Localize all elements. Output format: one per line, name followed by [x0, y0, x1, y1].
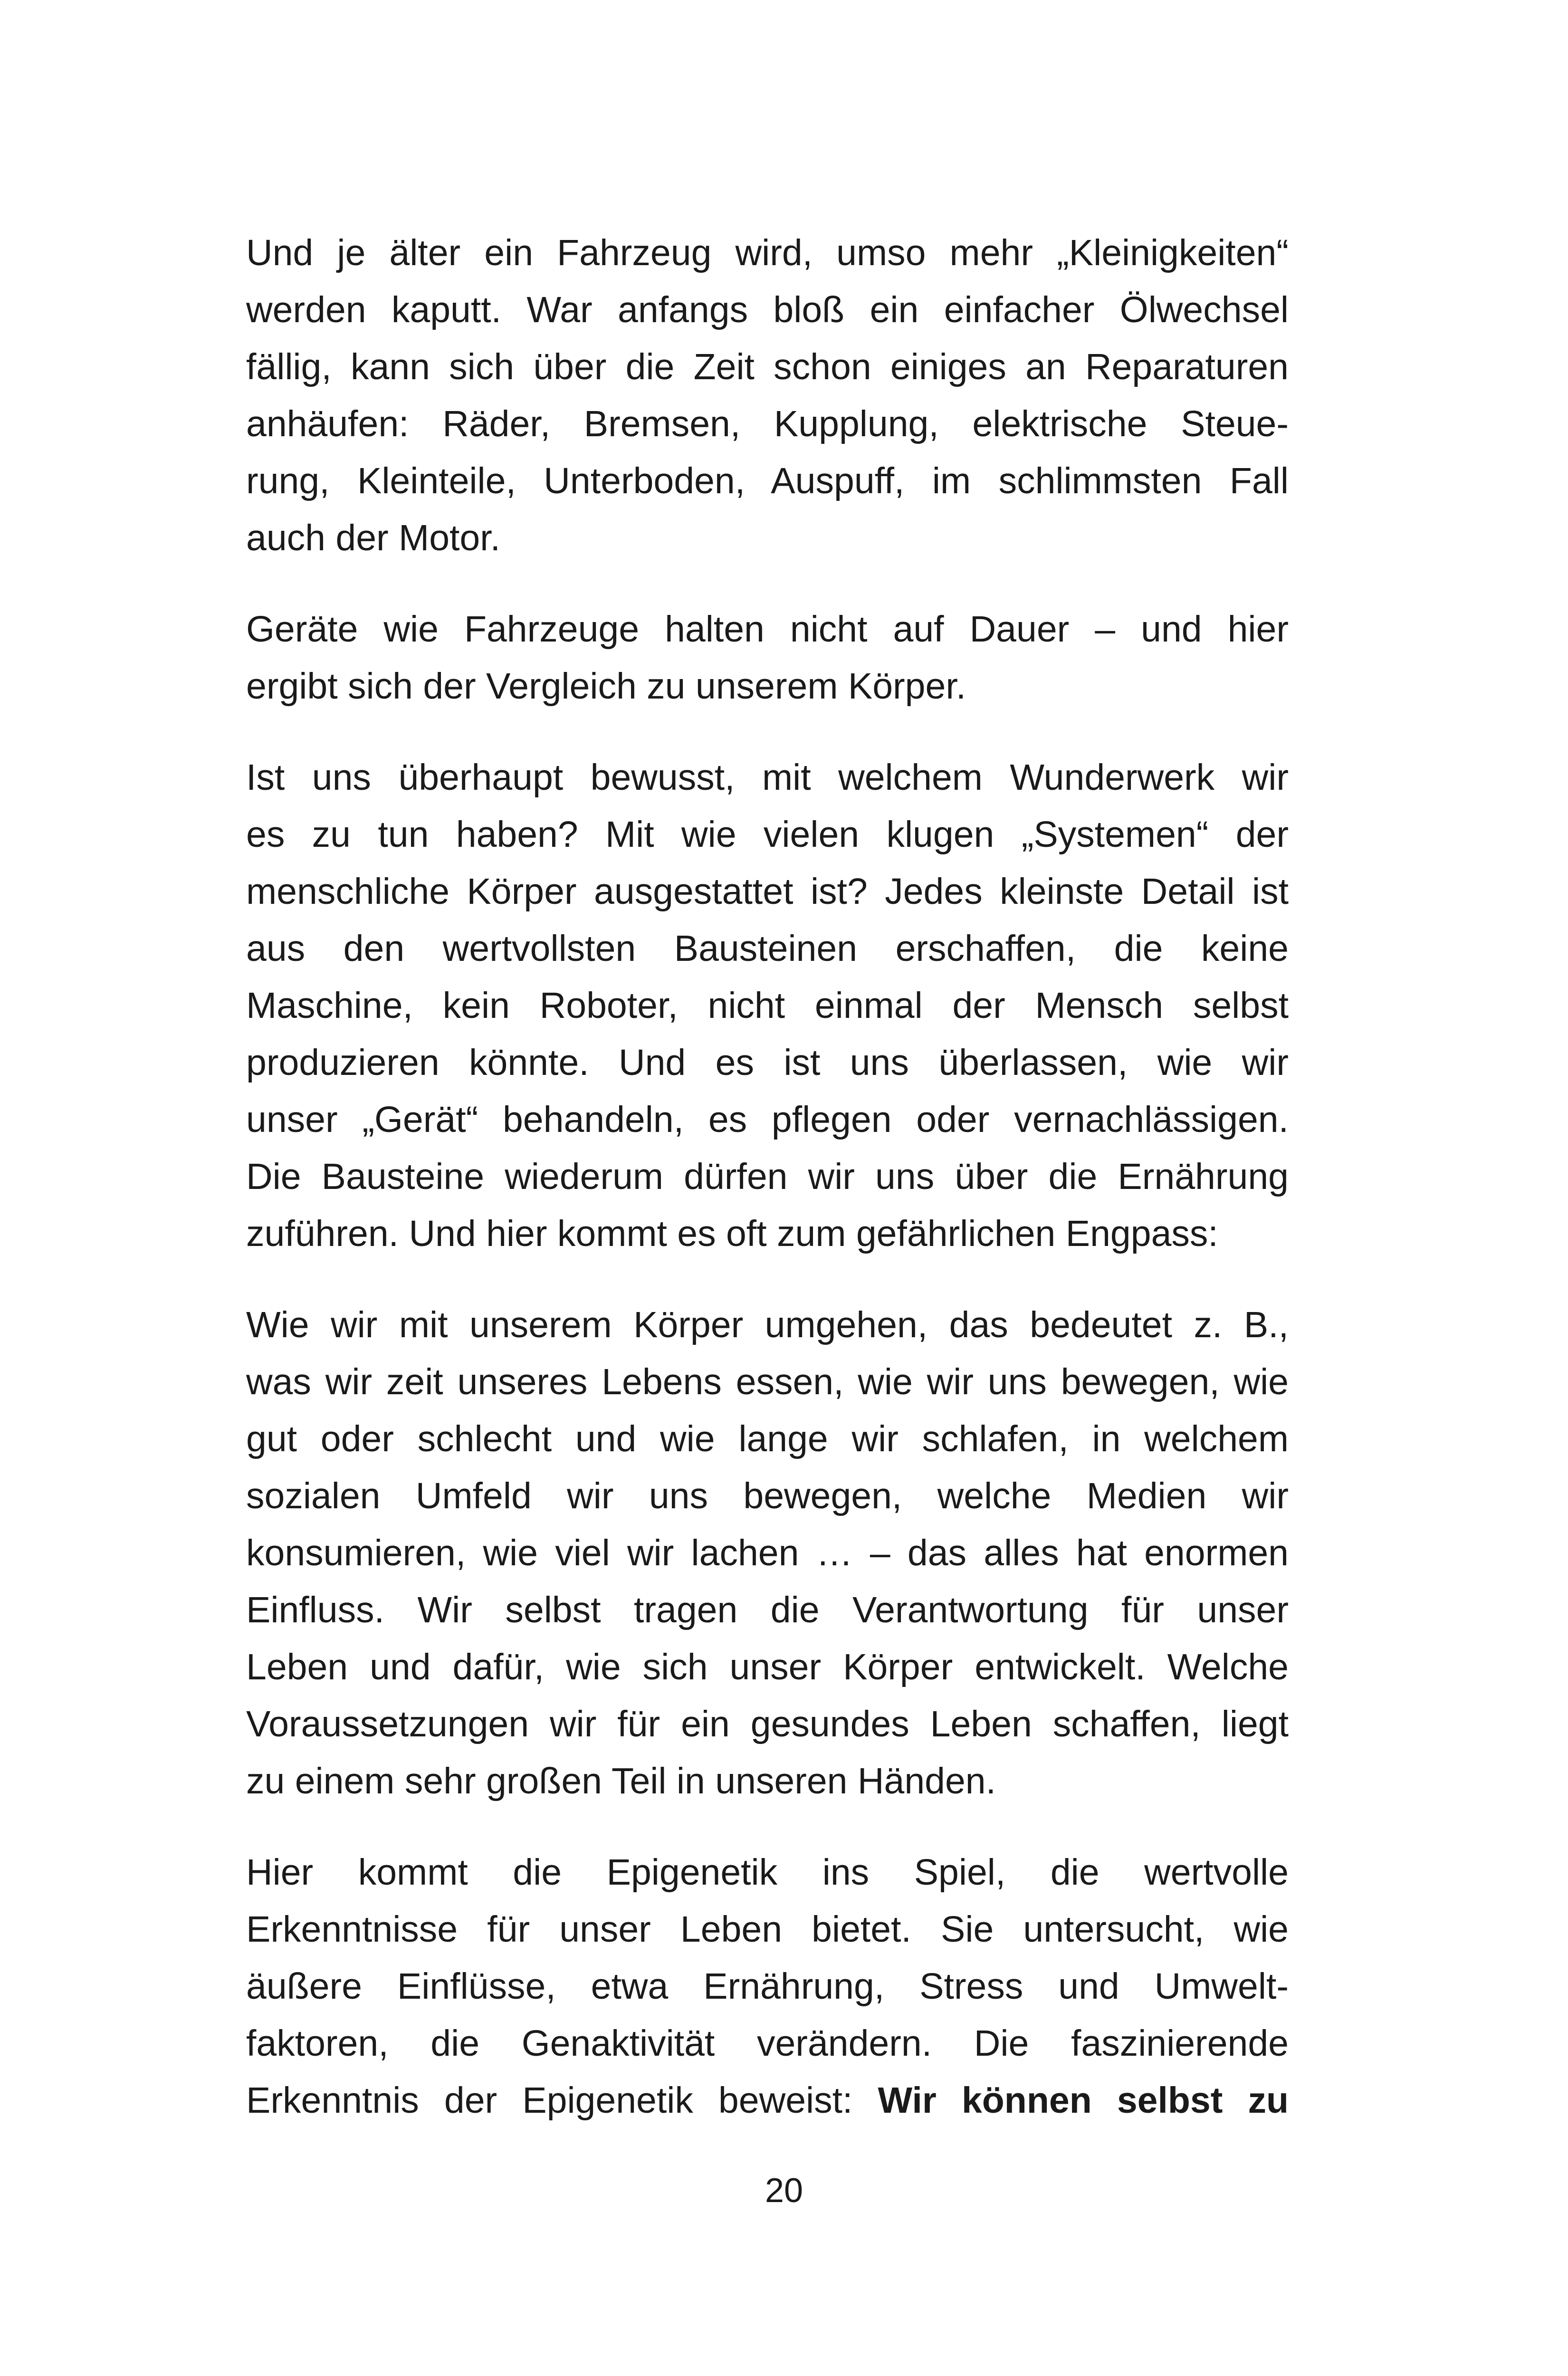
paragraph-2: [246, 601, 1289, 715]
text-line: Wie wir mit unserem Körper umgehen, das bedeutet z. B.,: [246, 1304, 1289, 1345]
paragraph-4: [246, 1296, 1289, 1810]
text-line: fällig, kann sich über die Zeit schon einiges an Reparaturen: [246, 346, 1289, 387]
text-line: Leben und dafür, wie sich unser Körper entwickelt. Welche: [246, 1647, 1289, 1687]
paragraph-5: [246, 1844, 1289, 2129]
text-line: produzieren könnte. Und es ist uns überlassen, wie wir: [246, 1042, 1289, 1083]
text-line: Die Bausteine wiederum dürfen wir uns über die Ernährung: [246, 1156, 1289, 1197]
text-line: zu einem sehr großen Teil in unseren Händen.: [246, 1761, 996, 1801]
text-line: unser „Gerät“ behandeln, es pflegen oder vernachlässigen.: [246, 1099, 1289, 1140]
text-line: Und je älter ein Fahrzeug wird, umso mehr „Kleinigkeiten“: [246, 232, 1289, 273]
text-line: Maschine, kein Roboter, nicht einmal der Mensch selbst: [246, 985, 1289, 1026]
text-line: anhäufen: Räder, Bremsen, Kupplung, elektrische Steue-: [246, 403, 1289, 444]
text-line: Ist uns überhaupt bewusst, mit welchem Wunderwerk wir: [246, 757, 1289, 798]
text-line: Geräte wie Fahrzeuge halten nicht auf Dauer – und hier: [246, 609, 1289, 650]
text-line: äußere Einflüsse, etwa Ernährung, Stress und Umwelt-: [246, 1966, 1289, 2007]
text-line: Erkenntnisse für unser Leben bietet. Sie untersucht, wie: [246, 1909, 1289, 1950]
text-line: aus den wertvollsten Bausteinen erschaffen, die keine: [246, 928, 1289, 969]
text-line: Hier kommt die Epigenetik ins Spiel, die wertvolle: [246, 1852, 1289, 1893]
text-line: werden kaputt. War anfangs bloß ein einfacher Ölwechsel: [246, 289, 1289, 330]
body-text: [246, 224, 1289, 2129]
text-run: Erkenntnis der Epigenetik beweist:: [246, 2080, 878, 2121]
paragraph-1: [246, 224, 1289, 566]
text-line: was wir zeit unseres Lebens essen, wie wir uns bewegen, wie: [246, 1361, 1289, 1402]
text-line: Voraussetzungen wir für ein gesundes Leben schaffen, liegt: [246, 1704, 1289, 1744]
page-number: 20: [765, 2172, 803, 2210]
text-line: sozialen Umfeld wir uns bewegen, welche Medien wir: [246, 1475, 1289, 1516]
text-line: menschliche Körper ausgestattet ist? Jedes kleinste Detail ist: [246, 871, 1289, 912]
text-line: faktoren, die Genaktivität verändern. Die faszinierende: [246, 2023, 1289, 2064]
text-line: zuführen. Und hier kommt es oft zum gefährlichen Engpass:: [246, 1213, 1218, 1254]
text-line: gut oder schlecht und wie lange wir schlafen, in welchem: [246, 1418, 1289, 1459]
text-line: auch der Motor.: [246, 517, 501, 558]
text-line: es zu tun haben? Mit wie vielen klugen „Systemen“ der: [246, 814, 1289, 855]
text-line: Einfluss. Wir selbst tragen die Verantwortung für unser: [246, 1590, 1289, 1630]
text-line: konsumieren, wie viel wir lachen … – das alles hat enormen: [246, 1533, 1289, 1573]
text-line: rung, Kleinteile, Unterboden, Auspuff, im schlimmsten Fall: [246, 460, 1289, 501]
bold-text-run: Wir können selbst zu: [878, 2080, 1289, 2121]
text-line: ergibt sich der Vergleich zu unserem Körper.: [246, 666, 966, 707]
paragraph-3: [246, 749, 1289, 1262]
text-line-final: [246, 2072, 1289, 2129]
